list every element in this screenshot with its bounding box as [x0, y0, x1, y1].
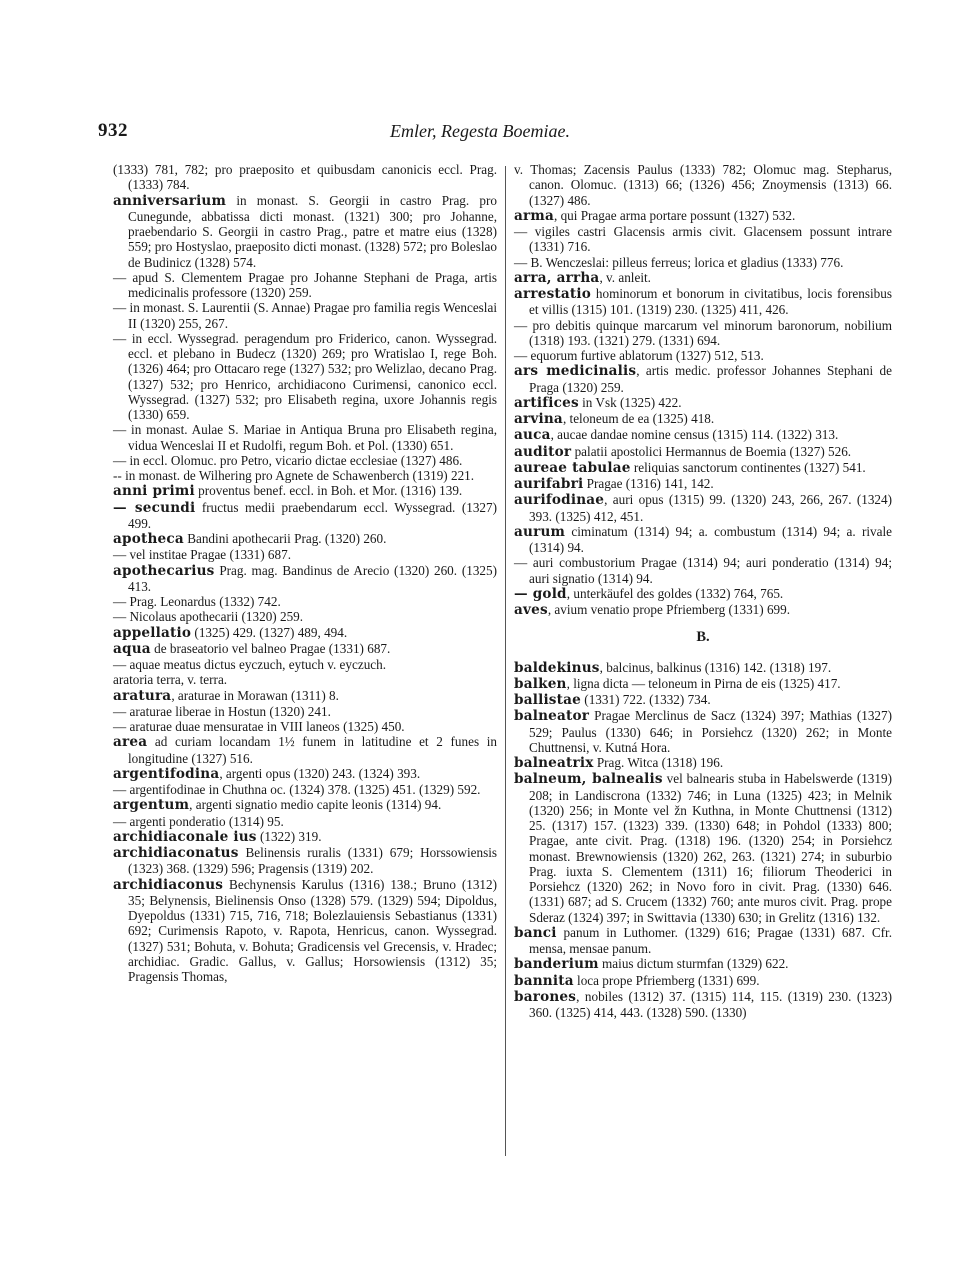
section-heading: B. — [696, 629, 710, 646]
index-entry — [113, 877, 497, 985]
entry-text: — araturae duae mensuratae in VIII laneos (1325) 450. — [113, 719, 405, 734]
entry-text: , araturae in Morawan (1311) 8. — [171, 687, 339, 703]
index-entry — [514, 318, 892, 349]
entry-headword: archidiaconus — [113, 876, 224, 893]
entry-text: hominorum et bonorum in civitatibus, locis forensibus et villis (1315) 101. (1319) 230. (1325) 411, 426. — [529, 286, 892, 318]
index-entry — [113, 162, 497, 193]
entry-headword: anni primi — [113, 483, 195, 500]
entry-headword: archidiaconale ius — [113, 828, 257, 845]
index-entry — [113, 672, 497, 687]
entry-text: Pragae Merclinus de Sacz (1324) 397; Mathias (1327) 529; Paulus (1330) 646; in Porsiehcz (1320) 262; in Monte Chuttnensi, v. Kutná Hora. — [529, 708, 892, 755]
entry-text: , argenti signatio medio capite leonis (1314) 94. — [189, 797, 442, 813]
index-entry — [113, 814, 497, 829]
index-entry — [514, 476, 892, 492]
index-entry — [113, 657, 497, 672]
index-entry — [514, 771, 892, 925]
entry-text: proventus benef. eccl. in Boh. et Mor. (1316) 139. — [194, 483, 463, 499]
entry-headword: archidiaconatus — [113, 845, 239, 861]
index-entry — [113, 704, 497, 719]
entry-text: , ligna dicta — teloneum in Pirna de eis (1325) 417. — [566, 675, 841, 691]
entry-headword: apothecarius — [113, 562, 215, 579]
entry-headword: — gold — [514, 585, 567, 602]
index-entry — [113, 782, 497, 797]
index-entry — [514, 348, 892, 363]
entry-headword: aratura — [113, 687, 172, 704]
entry-text: — in monast. Aulae S. Mariae in Antiqua Bruna pro Elisabeth regina, vidua Wenceslai II et Rudolfi, regum Boh. et Pol. (1330) 651. — [113, 422, 497, 453]
right-column — [514, 162, 892, 1020]
index-entry — [113, 766, 497, 782]
index-entry — [514, 255, 892, 270]
index-entry — [113, 734, 497, 766]
index-entry — [113, 270, 497, 301]
entry-text: fructus medii praebendarum eccl. Wyssegrad. (1327) 499. — [128, 499, 497, 531]
entry-headword: ballistae — [514, 692, 581, 708]
index-entry — [113, 331, 497, 423]
entry-text: — argentifodinae in Chuthna oc. (1324) 378. (1325) 451. (1329) 592. — [113, 782, 481, 797]
index-entry — [514, 162, 892, 208]
entry-text: — pro debitis quinque marcarum vel minorum baronorum, nobilium (1318) 193. (1321) 279. (1331) 694. — [514, 317, 892, 348]
entry-text: in Vsk (1325) 422. — [578, 394, 682, 410]
index-entry — [113, 563, 497, 595]
entry-text: , nobiles (1312) 37. (1315) 114, 115. (1319) 230. (1323) 360. (1325) 414, 443. (1328) 590. (1330) — [529, 988, 892, 1020]
entry-text: Belinensis ruralis (1331) 679; Horssowiensis (1323) 368. (1329) 596; Pragensis (1319) 202. — [128, 845, 497, 877]
index-entry — [514, 755, 892, 771]
entry-headword: auca — [514, 427, 551, 444]
entry-headword: aurifabri — [514, 476, 584, 492]
entry-headword: aureae tabulae — [514, 459, 631, 476]
entry-headword: balneatrix — [514, 755, 594, 771]
entry-headword: appellatio — [113, 624, 192, 641]
index-entry — [514, 660, 892, 676]
entry-headword: arvina — [514, 411, 563, 427]
entry-text: reliquias sanctorum continentes (1327) 541. — [630, 459, 866, 475]
entry-text: — apud S. Clementem Pragae pro Johanne Stephani de Praga, artis medicinalis professore (1320) 259. — [113, 269, 497, 300]
index-entry — [514, 973, 892, 989]
column-divider — [505, 166, 506, 1156]
entry-headword: baldekinus — [514, 659, 600, 676]
entry-text: Pragae (1316) 141, 142. — [583, 476, 714, 491]
entry-text: palatii apostolici Hermannus de Boemia (1327) 526. — [571, 443, 852, 459]
entry-text: Prag. Witca (1318) 196. — [593, 755, 724, 770]
index-entry — [113, 829, 497, 845]
index-entry — [113, 845, 497, 877]
entry-headword: arrestatio — [514, 286, 592, 302]
entry-text: aratoria terra, v. terra. — [113, 672, 228, 688]
entry-text: , avium venatio prope Pfriemberg (1331) 699. — [547, 602, 791, 617]
entry-text: Prag. mag. Bandinus de Arecio (1320) 260. (1325) 413. — [128, 562, 497, 594]
index-entry — [113, 609, 497, 624]
index-entry — [514, 395, 892, 411]
entry-text: (1325) 429. (1327) 489, 494. — [191, 624, 348, 640]
entry-text: — argenti ponderatio (1314) 95. — [113, 813, 284, 829]
index-entry — [113, 468, 497, 483]
entry-text: — in eccl. Wyssegrad. peragendum pro Friderico, canon. Wyssegrad. eccl. et plebano in Budecz (1320) 269; pro Wratislao I, rege Boh. (1326) 464; pro Ottacaro rege (1327) 532; pro Welizlao, decano Prag. (1327) 532; pro Henrico, archidiacono Curimensi, canonico eccl. Wyssegrad. (1327) 532; pro Elisabeth regina, uxore Johannis regis (1330) 659. — [113, 330, 497, 422]
index-entry — [514, 444, 892, 460]
entry-text: — B. Wenczeslai: pilleus ferreus; lorica et gladius (1333) 776. — [514, 254, 844, 270]
entry-text: maius dictum sturmfan (1329) 622. — [598, 956, 789, 972]
entry-headword: aurum — [514, 523, 566, 540]
index-entry — [514, 989, 892, 1021]
index-entry — [514, 676, 892, 692]
entry-headword: anniversarium — [113, 192, 227, 209]
entry-text: — Prag. Leonardus (1332) 742. — [113, 594, 281, 609]
index-entry — [514, 956, 892, 972]
index-entry — [514, 492, 892, 524]
entry-headword: arma — [514, 207, 554, 224]
index-entry — [113, 483, 497, 499]
index-entry — [514, 208, 892, 224]
index-entry — [514, 270, 892, 286]
entry-headword: banci — [514, 924, 557, 941]
entry-text: , auri opus (1315) 99. (1320) 243, 266, 267. (1324) 393. (1325) 412, 451. — [529, 492, 892, 524]
entry-headword: artifices — [514, 394, 579, 411]
entry-text: — aquae meatus dictus eyczuch, eytuch v. eyczuch. — [113, 657, 387, 672]
index-entry — [514, 524, 892, 556]
entry-text: , argenti opus (1320) 243. (1324) 393. — [219, 765, 421, 781]
index-entry — [514, 586, 892, 602]
entry-text: — vigiles castri Glacensis armis civit. Glacensem possunt intrare (1331) 716. — [514, 224, 892, 255]
entry-text: v. Thomas; Zacensis Paulus (1333) 782; Olomuc mag. Stepharus, canon. Olomuc. (1313) 66; (1326) 456; Znoymensis (1313) 66. (1327) 486. — [514, 162, 892, 208]
entry-text: ciminatum (1314) 94; a. combustum (1314) 94; a. rivale (1314) 94. — [529, 523, 892, 555]
entry-text: , artis medic. professor Johannes Stephani de Praga (1320) 259. — [529, 363, 892, 395]
index-entry — [514, 363, 892, 395]
index-entry — [113, 531, 497, 547]
index-entry — [113, 688, 497, 704]
entry-headword: area — [113, 734, 148, 751]
entry-headword: aurifodinae — [514, 492, 605, 509]
entry-text: , unterkäufel des goldes (1332) 764, 765. — [566, 585, 784, 601]
entry-text: (1331) 722. (1332) 734. — [581, 692, 711, 707]
entry-headword: balneator — [514, 708, 590, 725]
entry-headword: auditor — [514, 443, 572, 460]
entry-text: — araturae liberae in Hostun (1320) 241. — [113, 703, 331, 719]
index-entry — [113, 500, 497, 532]
index-entry — [514, 555, 892, 586]
entry-text: de braseatorio vel balneo Pragae (1331) 687. — [150, 640, 391, 656]
index-entry — [514, 427, 892, 443]
entry-text: — in monast. S. Laurentii (S. Annae) Pragae pro familia regis Wenceslai II (1320) 255, 267. — [113, 300, 497, 331]
index-entry — [514, 286, 892, 318]
entry-text: loca prope Pfriemberg (1331) 699. — [573, 972, 760, 988]
index-entry — [113, 547, 497, 562]
page-number: 932 — [98, 120, 128, 141]
entry-text: — equorum furtive ablatorum (1327) 512, 513. — [514, 348, 764, 363]
index-entry — [514, 224, 892, 255]
entry-headword: argentifodina — [113, 765, 220, 782]
index-entry — [514, 925, 892, 957]
entry-headword: barones — [514, 988, 577, 1005]
entry-text: panum in Luthomer. (1329) 616; Pragae (1331) 687. Cfr. mensa, mensae panum. — [529, 924, 892, 956]
entry-text: — auri combustorium Pragae (1314) 94; auri ponderatio (1314) 94; auri signatio (1314) 94. — [514, 555, 892, 586]
index-entry — [113, 453, 497, 468]
entry-text: — in eccl. Olomuc. pro Petro, vicario dictae ecclesiae (1327) 486. — [113, 452, 463, 468]
entry-headword: bannita — [514, 972, 574, 989]
entry-headword: aqua — [113, 640, 151, 657]
entry-headword: arra, arrha — [514, 269, 600, 286]
entry-text: Bechynensis Karulus (1316) 138.; Bruno (1312) 35; Belynensis, Bielinensis Onso (1328) 579. (1329) 594; Dipoldus, Dyepoldus (1331) 715, 716, 718; Bolezlauiensis Sebastianus (1331) 692; Curimensis Rapoto, v. Rapota, Henricus, canon. Wyssegrad. (1327) 531; Bohuta, v. Bohuta; Gradicensis vel Grecensis, v. Hradec; archidiac. Gradic. Gallus, v. Gallus; Horsowiensis (1312) 35; Pragensis Thomas, — [128, 876, 497, 984]
entry-text: Bandini apothecarii Prag. (1320) 260. — [183, 531, 387, 546]
entry-headword: apotheca — [113, 531, 184, 547]
index-entry — [113, 422, 497, 453]
running-title: Emler, Regesta Boemiae. — [390, 121, 570, 141]
entry-text: , v. anleit. — [599, 269, 651, 285]
index-entry — [113, 193, 497, 270]
entry-text: , aucae dandae nomine census (1315) 114. (1322) 313. — [550, 427, 839, 443]
index-entry — [113, 625, 497, 641]
entry-headword: aves — [514, 602, 548, 618]
index-entry — [113, 594, 497, 609]
entry-headword: — secundi — [113, 499, 196, 516]
entry-headword: argentum — [113, 797, 190, 814]
entry-text: vel balnearis stuba in Habelswerde (1319) 208; in Landiscrona (1332) 746; in Luna (1325) 423; in Melnik (1320) 256; in Monte vel žn Kuthna, in Monte Chuttnensi (1312) 25. (1317) 157. (1323) 339. (1330) 648; in Pohdol (1333) 800; Pragae, ante civit. Prag. (1318) 196. (1320) 254; in Porsiehcz monast. Brewnowiensis (1320) 262, 263. (1321) 274; in suburbio Prag. iuxta S. Clementem (1311) 16; filiorum Theoderici in Porsiehcz (1320) 262; in Novo foro in civit. Prag. (1330) 646. (1331) 687; ad S. Crucem (1332) 760; ante muros civit. Prag. prope Sderaz (1324) 397; in Swittavia (1330) 630; in Grelitz (1316) 132. — [529, 771, 892, 925]
index-entry — [514, 411, 892, 427]
entry-text: (1322) 319. — [256, 828, 322, 844]
entry-text: — vel institae Pragae (1331) 687. — [113, 547, 291, 563]
entry-text: -- in monast. de Wilhering pro Agnete de Schawenberch (1319) 221. — [113, 468, 475, 483]
index-entry — [113, 797, 497, 813]
entry-text: — Nicolaus apothecarii (1320) 259. — [113, 609, 304, 625]
entry-headword: ars medicinalis — [514, 363, 637, 380]
index-entry — [514, 460, 892, 476]
index-entry — [514, 602, 892, 618]
entry-text: in monast. S. Georgii in castro Prag. pro Cunegunde, abbatissa dicti monast. (1321) 300; pro Johanne, praebendario S. Georgii in castro Prag., patre et matre eius (1328) 559; pro Hostyslao, praeposito dicti monast. (1328) 572; pro Boleslao de Budinicz (1328) 574. — [128, 192, 497, 270]
index-entry — [514, 692, 892, 708]
entry-text: ad curiam locandam 1½ funem in latitudine et 2 funes in longitudine (1327) 516. — [128, 734, 497, 766]
entry-headword: balken — [514, 675, 567, 692]
entry-text: , balcinus, balkinus (1316) 142. (1318) 197. — [599, 659, 832, 675]
entry-text: , teloneum de ea (1325) 418. — [562, 411, 715, 426]
entry-headword: banderium — [514, 956, 599, 973]
index-entry — [113, 641, 497, 657]
index-entry — [113, 300, 497, 331]
index-entry — [514, 708, 892, 755]
entry-text: (1333) 781, 782; pro praeposito et quibusdam canonicis eccl. Prag. (1333) 784. — [113, 162, 497, 193]
entry-text: , qui Pragae arma portare possunt (1327) 532. — [553, 207, 796, 223]
entry-headword: balneum, balnealis — [514, 771, 663, 788]
index-entry — [113, 719, 497, 734]
left-column — [113, 162, 497, 984]
